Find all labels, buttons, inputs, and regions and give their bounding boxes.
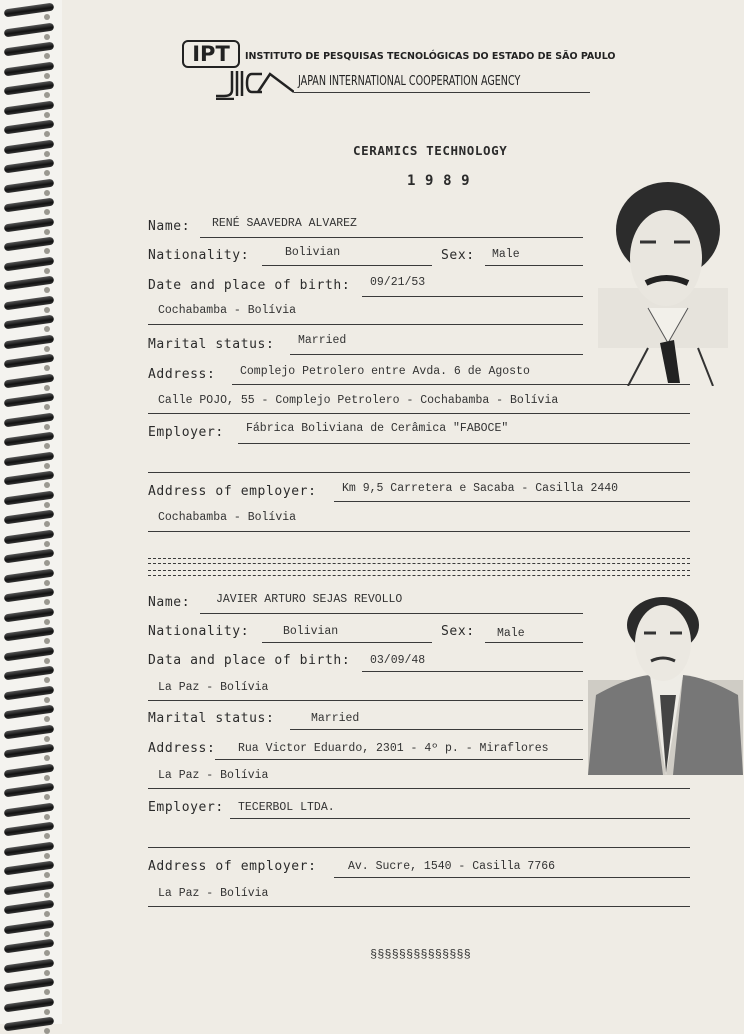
name-label: Name: [148,219,191,234]
punch-hole [44,1009,50,1015]
field-underline [148,324,583,325]
employer-value: Fábrica Boliviana de Cerâmica "FABOCE" [246,422,509,435]
name-value: JAVIER ARTURO SEJAS REVOLLO [216,593,403,606]
employer-address-line-1: Av. Sucre, 1540 - Casilla 7766 [348,860,556,873]
punch-hole [44,892,50,898]
punch-hole [44,307,50,313]
punch-hole [44,833,50,839]
marital-value: Married [298,334,347,347]
nationality-label: Nationality: [148,624,250,639]
field-underline [485,642,583,643]
punch-hole [44,541,50,547]
punch-hole [44,151,50,157]
field-underline [148,413,690,414]
punch-hole [44,599,50,605]
punch-hole [44,170,50,176]
year: 1 9 8 9 [407,173,471,189]
employer-address-label: Address of employer: [148,484,317,499]
punch-hole [44,346,50,352]
punch-hole [44,326,50,332]
punch-hole [44,112,50,118]
punch-hole [44,716,50,722]
punch-hole [44,658,50,664]
punch-hole [44,775,50,781]
address-label: Address: [148,741,216,756]
punch-hole [44,970,50,976]
employer-address-line-1: Km 9,5 Carretera e Sacaba - Casilla 2440 [342,482,619,495]
birth-place-value: La Paz - Bolívia [158,681,269,694]
marital-label: Marital status: [148,337,275,352]
field-underline [148,906,690,907]
punch-hole [44,853,50,859]
end-of-page-marker: §§§§§§§§§§§§§§ [370,948,471,962]
page-title: CERAMICS TECHNOLOGY [353,143,508,158]
birth-date-value: 03/09/48 [370,654,426,667]
punch-hole [44,385,50,391]
field-underline [148,700,583,701]
field-underline [215,759,583,760]
punch-hole [44,482,50,488]
ipt-institution-name: INSTITUTO DE PESQUISAS TECNOLÓGICAS DO ESTADO DE SÃO PAULO [245,51,616,62]
field-underline [362,671,583,672]
name-label: Name: [148,595,191,610]
sex-value: Male [492,248,520,261]
punch-hole [44,989,50,995]
punch-hole [44,365,50,371]
ipt-logo: IPT [182,40,240,68]
employer-address-line-2: Cochabamba - Bolívia [158,511,297,524]
birth-label: Data and place of birth: [148,653,351,668]
address-line-1: Complejo Petrolero entre Avda. 6 de Agosto [240,365,530,378]
punch-hole [44,73,50,79]
field-underline [334,877,690,878]
punch-hole [44,697,50,703]
separator-line [148,570,690,571]
field-underline [230,818,690,819]
punch-hole [44,521,50,527]
punch-hole [44,463,50,469]
marital-label: Marital status: [148,711,275,726]
sex-label: Sex: [441,248,475,263]
separator-line [148,575,690,576]
punch-hole [44,92,50,98]
field-underline [148,531,690,532]
nationality-value: Bolivian [285,246,341,259]
address-label: Address: [148,367,216,382]
punch-hole [44,794,50,800]
field-underline [290,354,583,355]
address-line-1: Rua Victor Eduardo, 2301 - 4º p. - Miraflores [238,742,549,755]
punch-hole [44,931,50,937]
punch-hole [44,1028,50,1034]
punch-hole [44,287,50,293]
punch-hole [44,911,50,917]
punch-hole [44,619,50,625]
punch-hole [44,677,50,683]
separator-line [148,558,690,559]
sex-value: Male [497,627,525,640]
field-underline [148,472,690,473]
address-line-2: Calle POJO, 55 - Complejo Petrolero - Cochabamba - Bolívia [158,394,559,407]
punch-hole [44,814,50,820]
punch-hole [44,53,50,59]
field-underline [262,642,432,643]
punch-hole [44,736,50,742]
field-underline [238,443,690,444]
punch-hole [44,755,50,761]
field-underline [362,296,583,297]
punch-hole [44,424,50,430]
field-underline [294,92,590,93]
birth-place-value: Cochabamba - Bolívia [158,304,297,317]
marital-value: Married [311,712,360,725]
jica-agency-name: JAPAN INTERNATIONAL COOPERATION AGENCY [298,74,521,89]
nationality-label: Nationality: [148,248,250,263]
field-underline [200,237,583,238]
photo-person-1 [588,178,740,386]
punch-hole [44,34,50,40]
punch-hole [44,14,50,20]
name-value: RENÉ SAAVEDRA ALVAREZ [212,217,357,230]
punch-hole [44,209,50,215]
employer-address-label: Address of employer: [148,859,317,874]
nationality-value: Bolivian [283,625,339,638]
field-underline [334,501,690,502]
punch-hole [44,638,50,644]
field-underline [200,613,583,614]
spiral-binding [0,0,62,1024]
field-underline [262,265,432,266]
punch-hole [44,190,50,196]
field-underline [148,788,690,789]
punch-hole [44,131,50,137]
photo-person-2 [588,595,743,775]
punch-hole [44,404,50,410]
punch-hole [44,950,50,956]
punch-hole [44,560,50,566]
employer-label: Employer: [148,800,224,815]
field-underline [290,729,583,730]
field-underline [485,265,583,266]
sex-label: Sex: [441,624,475,639]
punch-hole [44,248,50,254]
field-underline [148,847,690,848]
punch-hole [44,580,50,586]
jica-logo [214,68,294,104]
punch-hole [44,443,50,449]
punch-hole [44,502,50,508]
address-line-2: La Paz - Bolívia [158,769,269,782]
birth-label: Date and place of birth: [148,278,351,293]
punch-hole [44,268,50,274]
employer-label: Employer: [148,425,224,440]
separator-line [148,563,690,564]
punch-hole [44,229,50,235]
birth-date-value: 09/21/53 [370,276,426,289]
employer-address-line-2: La Paz - Bolívia [158,887,269,900]
punch-hole [44,872,50,878]
employer-value: TECERBOL LTDA. [238,801,335,814]
